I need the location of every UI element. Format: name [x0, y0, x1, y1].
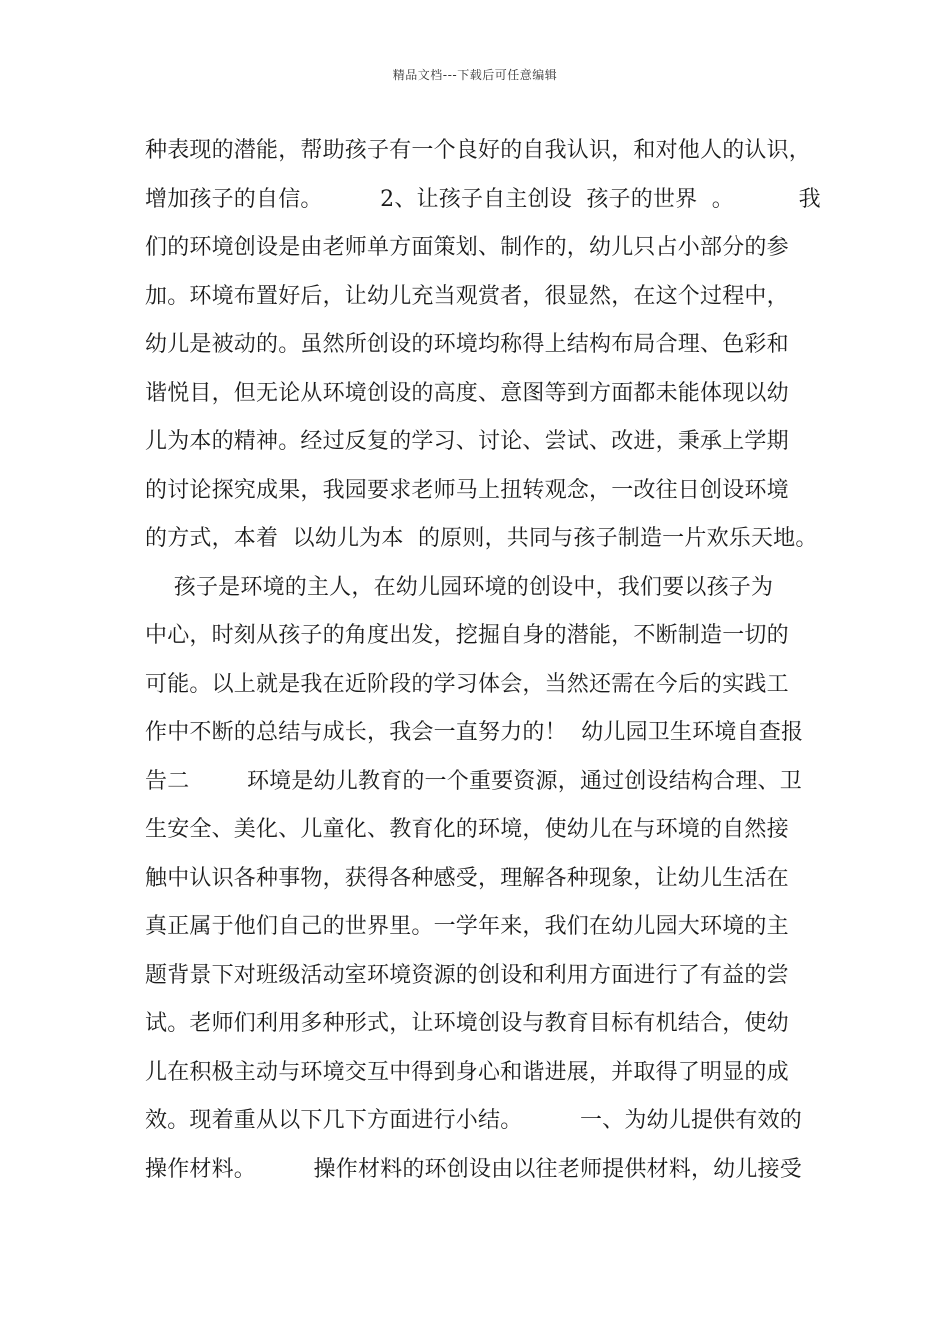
text-line: 儿在积极主动与环境交互中得到身心和谐进展，并取得了明显的成 [145, 1059, 789, 1085]
text-line: 真正属于他们自己的世界里。一学年来，我们在幼儿园大环境的主 [145, 914, 789, 939]
text-line: 可能。以上就是我在近阶段的学习体会，当然还需在今后的实践工 [145, 671, 789, 697]
page-header: 精品文档---下载后可任意编辑 [392, 68, 558, 82]
text-line: 幼儿是被动的。虽然所创设的环境均称得上结构布局合理、色彩和 [145, 332, 789, 357]
text-line: 中心，时刻从孩子的角度出发，挖掘自身的潜能，不断制造一切的 [145, 623, 789, 648]
text-line: 试。老师们利用多种形式，让环境创设与教育目标有机结合，使幼 [145, 1011, 789, 1036]
text-line: 告二 环境是幼儿教育的一个重要资源，通过创设结构合理、卫 [145, 768, 802, 794]
text-line: 操作材料。 操作材料的环创设由以往老师提供材料，幼儿接受 [145, 1156, 802, 1182]
text-line: 的讨论探究成果，我园要求老师马上扭转观念，一改往日创设环境 [145, 477, 789, 503]
text-line: 儿为本的精神。经过反复的学习、讨论、尝试、改进，秉承上学期 [145, 429, 789, 454]
text-line: 触中认识各种事物，获得各种感受，理解各种现象，让幼儿生活在 [145, 865, 789, 891]
text-line: 谐悦目，但无论从环境创设的高度、意图等到方面都未能体现以幼 [145, 380, 789, 406]
text-line: 们的环境创设是由老师单方面策划、制作的，幼儿只占小部分的参 [145, 235, 789, 260]
text-line: 题背景下对班级活动室环境资源的创设和利用方面进行了有益的尝 [145, 962, 789, 988]
text-line: 孩子是环境的主人，在幼儿园环境的创设中，我们要以孩子为 [145, 574, 774, 600]
text-line: 效。现着重从以下几下方面进行小结。 一、为幼儿提供有效的 [145, 1108, 802, 1133]
text-line: 种表现的潜能，帮助孩子有一个良好的自我认识，和对他人的认识， [145, 138, 812, 163]
text-line: 增加孩子的自信。 2、让孩子自主创设 孩子的世界 。 我 [145, 186, 821, 212]
text-line: 作中不断的总结与成长，我会一直努力的！ 幼儿园卫生环境自查报 [145, 720, 804, 745]
text-line: 的方式，本着 以幼儿为本 的原则，共同与孩子制造一片欢乐天地。 [145, 526, 818, 551]
text-line: 加。环境布置好后，让幼儿充当观赏者，很显然，在这个过程中， [145, 283, 789, 309]
text-line: 生安全、美化、儿童化、教育化的环境，使幼儿在与环境的自然接 [145, 817, 789, 842]
document-body [145, 127, 825, 1194]
